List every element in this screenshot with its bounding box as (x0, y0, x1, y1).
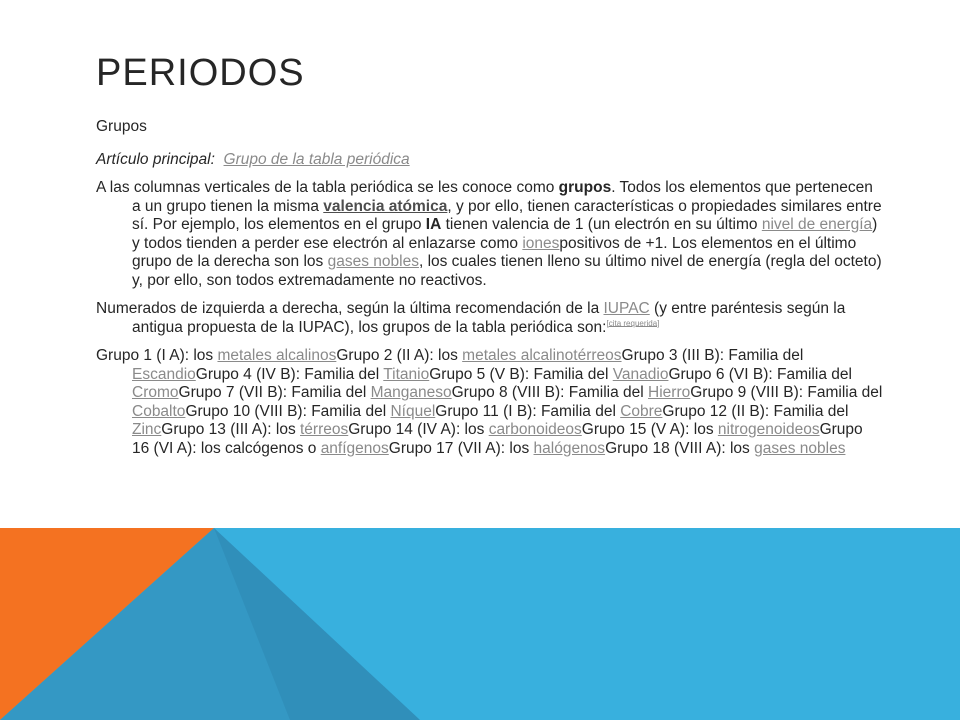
slide-title: PERIODOS (96, 52, 305, 94)
link-anfigenos[interactable]: anfígenos (320, 439, 389, 457)
decorative-footer (0, 528, 960, 720)
link-metales-alcalinos[interactable]: metales alcalinos (217, 347, 337, 364)
link-gases-nobles[interactable]: gases nobles (327, 253, 419, 270)
link-cobre[interactable]: Cobre (620, 402, 663, 420)
link-cobalto[interactable]: Cobalto (132, 402, 186, 420)
numbering-paragraph: Numerados de izquierda a derecha, según la última recomendación de la IUPAC (y entre paréntesis según la antigua propuesta de la IUPAC), los grupos de la tabla periódica son:[cita requerida] (96, 300, 846, 336)
main-article-prefix: Artículo principal: (96, 150, 215, 168)
link-nivel-de-energia[interactable]: nivel de energía (761, 216, 873, 233)
link-terreos[interactable]: térreos (300, 421, 349, 438)
section-heading: Grupos (96, 118, 147, 135)
link-escandio[interactable]: Escandio (132, 365, 196, 383)
link-metales-alcalinoterreos[interactable]: metales alcalinotérreos (462, 347, 622, 364)
link-cromo[interactable]: Cromo (132, 384, 179, 401)
link-iones[interactable]: iones (522, 234, 560, 252)
link-nitrogenoideos[interactable]: nitrogenoideos (717, 421, 820, 438)
slide-content (96, 118, 884, 468)
link-zinc[interactable]: Zinc (132, 421, 162, 438)
link-cita-requerida[interactable]: [cita requerida] (606, 318, 660, 328)
link-iupac[interactable]: IUPAC (603, 300, 650, 317)
groups-paragraph: A las columnas verticales de la tabla periódica se les conoce como grupos. Todos los elementos que pertenecen a un grupo tienen la misma valencia atómica, y por ello, tienen características o propiedades similares entre sí. Por ejemplo, los elementos en el grupo IA tienen valencia de 1 (un electrón en su último nivel de energía) y todos tienden a perder ese electrón al enlazarse como ionespositivos de +1. Los elementos en el último grupo de la derecha son los gases nobles, los cuales tienen lleno su último nivel de energía (regla del octeto) y, por ello, son todos extremadamente no reactivos. (96, 179, 882, 289)
main-article-line (96, 151, 884, 170)
group-list-paragraph: Grupo 1 (I A): los metales alcalinosGrupo 2 (II A): los metales alcalinotérreosGrupo 3 (III B): Familia del EscandioGrupo 4 (IV B): Familia del TitanioGrupo 5 (V B): Familia del VanadioGrupo 6 (VI B): Familia del CromoGrupo 7 (VII B): Familia del ManganesoGrupo 8 (VIII B): Familia del HierroGrupo 9 (VIII B): Familia del CobaltoGrupo 10 (VIII B): Familia del NíquelGrupo 11 (I B): Familia del CobreGrupo 12 (II B): Familia del ZincGrupo 13 (III A): los térreosGrupo 14 (IV A): los carbonoideosGrupo 15 (V A): los nitrogenoideosGrupo 16 (VI A): los calcógenos o anfígenosGrupo 17 (VII A): los halógenosGrupo 18 (VIII A): los gases nobles (96, 347, 883, 457)
main-article-link[interactable]: Grupo de la tabla periódica (223, 150, 410, 168)
link-halogenos[interactable]: halógenos (533, 439, 606, 457)
link-hierro[interactable]: Hierro (648, 384, 691, 401)
link-titanio[interactable]: Titanio (383, 365, 430, 383)
link-niquel[interactable]: Níquel (390, 402, 436, 420)
link-manganeso[interactable]: Manganeso (370, 384, 452, 401)
link-valencia-atomica[interactable]: valencia atómica (323, 197, 448, 215)
link-vanadio[interactable]: Vanadio (612, 365, 669, 383)
link-carbonoideos[interactable]: carbonoideos (488, 421, 582, 438)
link-gases-nobles-2[interactable]: gases nobles (754, 439, 846, 457)
